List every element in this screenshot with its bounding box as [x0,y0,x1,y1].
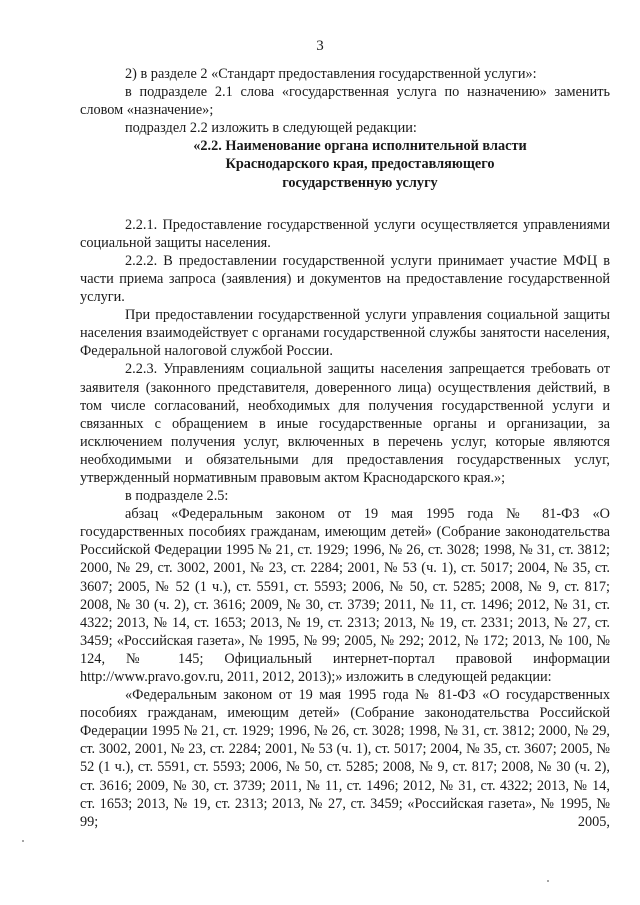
scan-speck [22,840,24,842]
document-body [80,65,610,831]
heading-line: «2.2. Наименование органа исполнительной власти [193,138,527,155]
paragraph-subsection-2-2-intro: подраздел 2.2 изложить в следующей редакции: [125,120,417,137]
paragraph-subsection-2-5: в подразделе 2.5: [125,488,229,505]
paragraph-new-wording: «Федеральным законом от 19 мая 1995 года № 81-ФЗ «О государственных пособиях гражданам, имеющим детей» (Собрание законодательства Российской Федерации 1995 № 21, ст. 1929; 1996, № 26, ст. 3028; 1998, № 31, ст. 3812; 2000, № 29, ст. 3002, 2001, № 23, ст. 2284; 2001, № 53 (ч. 1), ст. 5017; 2004, № 35, ст. 3607; 2005, № 52 (1 ч.), ст. 5591, ст. 5593; 2006, № 50, ст. 5285; 2008, № 9, ст. 817; 2008, № 30 (ч. 2), ст. 3616; 2009, № 30, ст. 3739; 2011, № 11, ст. 1496; 2012, № 31, ст. 4322; 2013, № 14, ст. 1653; 2013, № 19, ст. 2313; 2013, № 27, ст. 3459; «Российская газета», № 1995, № 99; 2005, [80,687,610,830]
heading-line: государственную услугу [282,174,438,191]
heading-line: Краснодарского края, предоставляющего [225,156,495,173]
paragraph-section-2: 2) в разделе 2 «Стандарт предоставления государственной услуги»: [125,66,537,82]
paragraph-2-2-1: 2.2.1. Предоставление государственной услуги осуществляется управлениями социальной защиты населения. [80,216,610,251]
paragraph-2-2-3: 2.2.3. Управлениям социальной защиты населения запрещается требовать от заявителя (законного представителя, доверенного лица) осуществления действий, в том числе согласований, необходимых для получения государственной услуги и связанных с обращением в иные государственные органы и организации, за исключением получения услуг, включенных в перечень услуг, которые являются необходимыми и обязательными для предоставления государственных услуг, утвержденный нормативным правовым актом Краснодарского края.»; [80,361,610,486]
section-heading [110,137,610,191]
paragraph-old-wording: абзац «Федеральным законом от 19 мая 1995 года № 81-ФЗ «О государственных пособиях гражданам, имеющим детей» (Собрание законодательства Российской Федерации 1995 № 21, ст. 1929; 1996, № 26, ст. 3028; 1998, № 31, ст. 3812; 2000, № 29, ст. 3002, 2001, № 23, ст. 2284; 2001, № 53 (ч. 1), ст. 5017; 2004, № 35, ст. 3607; 2005, № 52 (1 ч.), ст. 5591, ст. 5593; 2006, № 50, ст. 5285; 2008, № 9, ст. 817; 2008, № 30 (ч. 2), ст. 3616; 2009, № 30, ст. 3739; 2011, № 11, ст. 1496; 2012, № 31, ст. 4322; 2013, № 14, ст. 1653; 2013, № 19, ст. 2313; 2013, № 19, ст. 2331; 2013, № 27, ст. 3459; «Российская газета», № 1995, № 99; 2005, № 292; 2012, № 172; 2013, № 100, № 124, № 145; Официальный интернет-портал правовой информации http://www.pravo.gov.ru, 2011, 2012, 2013);» изложить в следующей редакции: [80,506,610,685]
paragraph-interaction: При предоставлении государственной услуги управления социальной защиты населения взаимодействует с органами государственной службы занятости населения, Федеральной налоговой службой России. [80,307,610,360]
page-number: 3 [316,38,324,54]
paragraph-subsection-2-1: в подразделе 2.1 слова «государственная услуга по назначению» заменить словом «назначение»; [80,84,610,119]
heading-spacer [80,192,610,216]
scan-speck [547,880,549,882]
paragraph-2-2-2: 2.2.2. В предоставлении государственной услуги принимает участие МФЦ в части приема запроса (заявления) и документов на предоставление государственной услуги. [80,252,610,306]
